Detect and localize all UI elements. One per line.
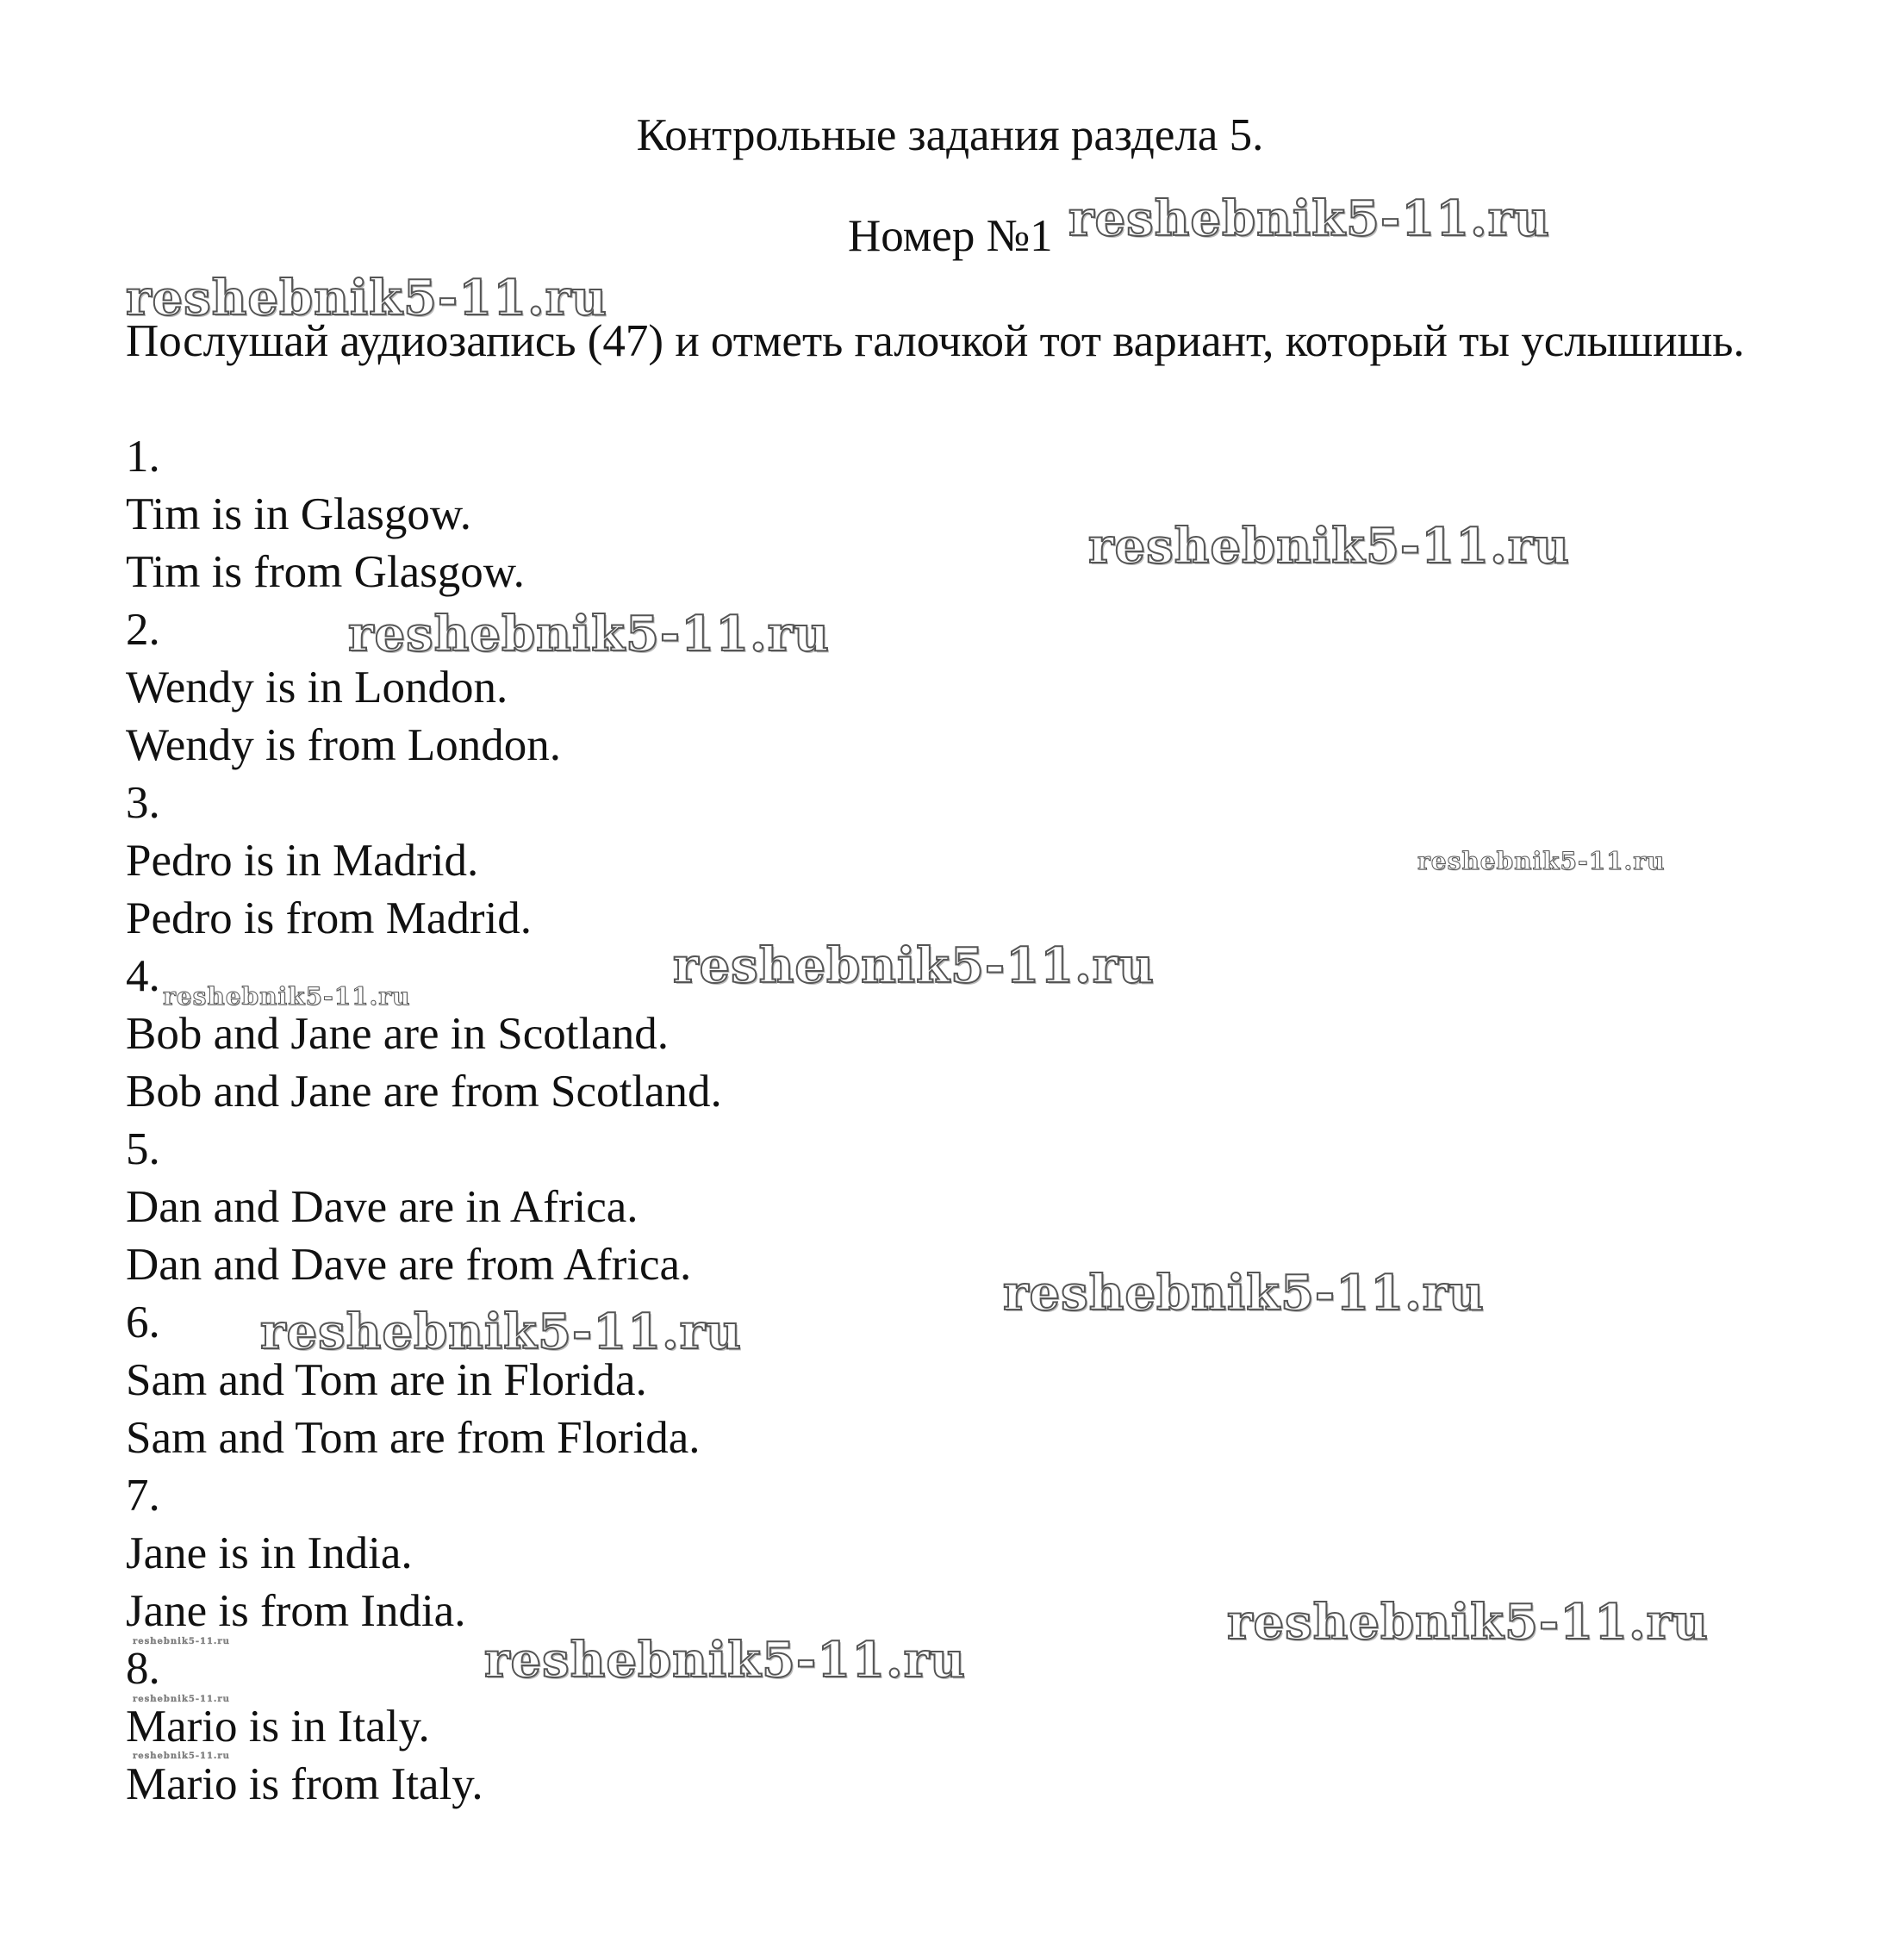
item-number: 4. <box>126 951 160 1001</box>
exercise-item <box>126 775 722 948</box>
option-from: Wendy is from London. <box>126 720 562 770</box>
watermark: reshebnik5-11.ru <box>133 1752 230 1761</box>
option-from: Dan and Dave are from Africa. <box>126 1240 692 1290</box>
instruction-text: Послушай аудиозапись (47) и отметь галочкой тот вариант, который ты услышишь. <box>126 316 1745 366</box>
watermark: reshebnik5-11.ru <box>126 270 607 327</box>
watermark: reshebnik5-11.ru <box>133 1695 230 1704</box>
option-in: Bob and Jane are in Scotland. <box>126 1009 669 1059</box>
option-in: Dan and Dave are in Africa. <box>126 1182 639 1232</box>
item-number: 1. <box>126 432 160 482</box>
item-number: 3. <box>126 778 160 828</box>
option-in: Sam and Tom are in Florida. <box>126 1355 647 1405</box>
exercise-number: Номер №1 <box>848 211 1053 261</box>
watermark: reshebnik5-11.ru <box>1227 1594 1709 1651</box>
option-from: Tim is from Glasgow. <box>126 547 525 597</box>
watermark: reshebnik5-11.ru <box>1088 518 1570 575</box>
option-in: Wendy is in London. <box>126 663 508 712</box>
option-from: Jane is from India. <box>126 1586 466 1636</box>
watermark: reshebnik5-11.ru <box>673 937 1155 994</box>
option-from: Pedro is from Madrid. <box>126 893 533 943</box>
watermark: reshebnik5-11.ru <box>348 606 830 663</box>
exercise-item <box>126 1121 722 1294</box>
watermark: reshebnik5-11.ru <box>133 1637 230 1646</box>
watermark: reshebnik5-11.ru <box>260 1304 742 1360</box>
item-number: 2. <box>126 605 160 655</box>
item-number: 5. <box>126 1124 160 1174</box>
watermark: reshebnik5-11.ru <box>1003 1265 1485 1322</box>
item-number: 8. <box>126 1644 160 1694</box>
exercise-item <box>126 948 722 1121</box>
option-in: Pedro is in Madrid. <box>126 836 479 886</box>
exercise-item <box>126 428 722 601</box>
option-from: Sam and Tom are from Florida. <box>126 1413 701 1463</box>
watermark: reshebnik5-11.ru <box>163 982 411 1011</box>
option-from: Bob and Jane are from Scotland. <box>126 1067 722 1117</box>
page-title: Контрольные задания раздела 5. <box>636 110 1264 160</box>
option-in: Tim is in Glasgow. <box>126 489 472 539</box>
option-in: Mario is in Italy. <box>126 1702 430 1752</box>
watermark: reshebnik5-11.ru <box>1417 847 1666 875</box>
item-number: 7. <box>126 1471 160 1521</box>
item-number: 6. <box>126 1297 160 1347</box>
option-from: Mario is from Italy. <box>126 1759 483 1809</box>
option-in: Jane is in India. <box>126 1528 413 1578</box>
exercise-item <box>126 1467 722 1640</box>
watermark: reshebnik5-11.ru <box>1068 190 1550 247</box>
watermark: reshebnik5-11.ru <box>484 1632 966 1689</box>
